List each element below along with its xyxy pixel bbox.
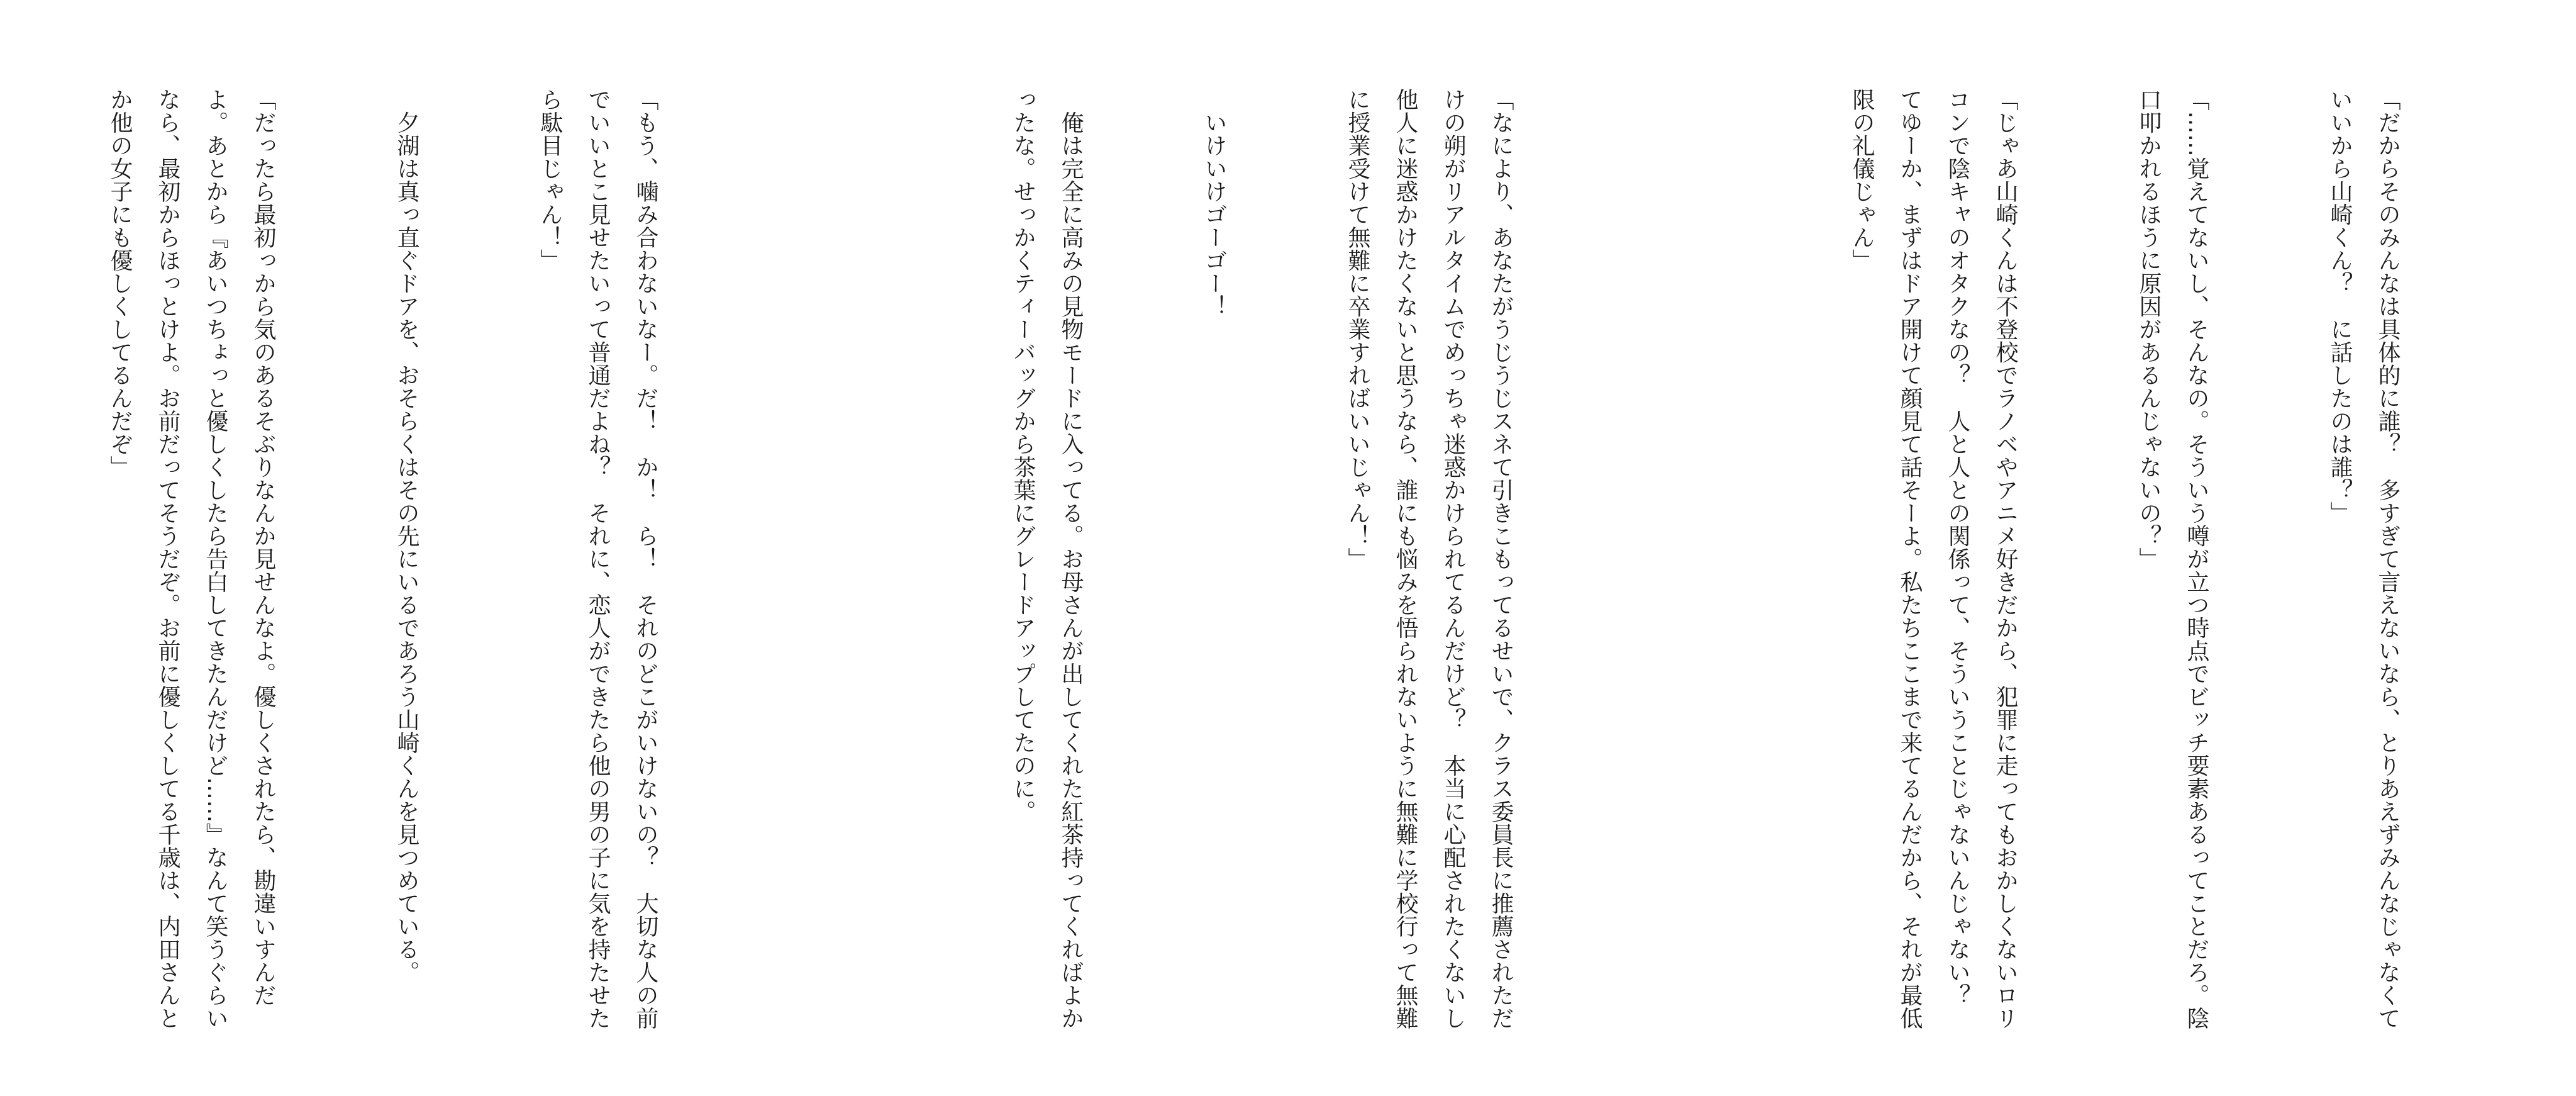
page-left-text	[86, 88, 765, 1051]
page-right-text	[1828, 88, 2507, 1051]
paragraph: 俺は完全に高みの見物モードに入ってる。お母さんが出してくれた紅茶持ってくればよかったな。せっかくティーバッグから茶葉にグレードアップしてたのに。	[1010, 88, 1084, 1030]
paragraph: 「じゃあ山崎くんは不登校でラノベやアニメ好きだから、犯罪に走ってもおかしくないロリコンで陰キャのオタクなの？ 人と人との関係って、そういうことじゃないんじゃない？ てゆーか、まずはドア開けて顔見て話そーよ。私たちここまで来てるんだから、それが最低限の礼儀じゃん」	[1849, 88, 2018, 1030]
paragraph: 「……覚えてないし、そんなの。そういう噂が立つ時点でビッチ要素あるってことだろ。陰口叩かれるほうに原因があるんじゃないの？」	[2136, 88, 2209, 1030]
paragraph: 「もう、噛み合わないなー。だ！ か！ ら！ それのどこがいけないの？ 大切な人の前でいいとこ見せたいって普通だよね？ それに、恋人ができたら他の男の子に気を持たせたら駄目じゃん！」	[537, 88, 658, 1030]
paragraph: いけいけゴーゴー！	[1201, 88, 1227, 318]
page-middle-text	[941, 88, 1620, 1051]
paragraph: 「なにより、あなたがうじうじスネて引きこもってるせいで、クラス委員長に推薦されただけの朔がリアルタイムでめっちゃ迷惑かけられてるんだけど？ 本当に心配されたくないし他人に迷惑かけたくないと思うなら、誰にも悩みを悟られないように無難に学校行って無難に授業受けて無難に卒業すればいいじゃん！」	[1345, 88, 1514, 1030]
paragraph: 「だからそのみんなは具体的に誰？ 多すぎて言えないなら、とりあえずみんなじゃなくていいから山崎くん？ に話したのは誰？」	[2327, 88, 2401, 1030]
paragraph: 「だったら最初っから気のあるそぶりなんか見せんなよ。優しくされたら、勘違いすんだよ。あとから『あいつちょっと優しくしたら告白してきたんだけど……』なんて笑うぐらいなら、最初からほっとけよ。お前だってそうだぞ。お前に優しくしてる千歳は、内田さんとか他の女子にも優しくしてるんだぞ」	[107, 88, 276, 1030]
paragraph: 夕湖は真っ直ぐドアを、おそらくはその先にいるであろう山崎くんを見つめている。	[394, 88, 419, 984]
